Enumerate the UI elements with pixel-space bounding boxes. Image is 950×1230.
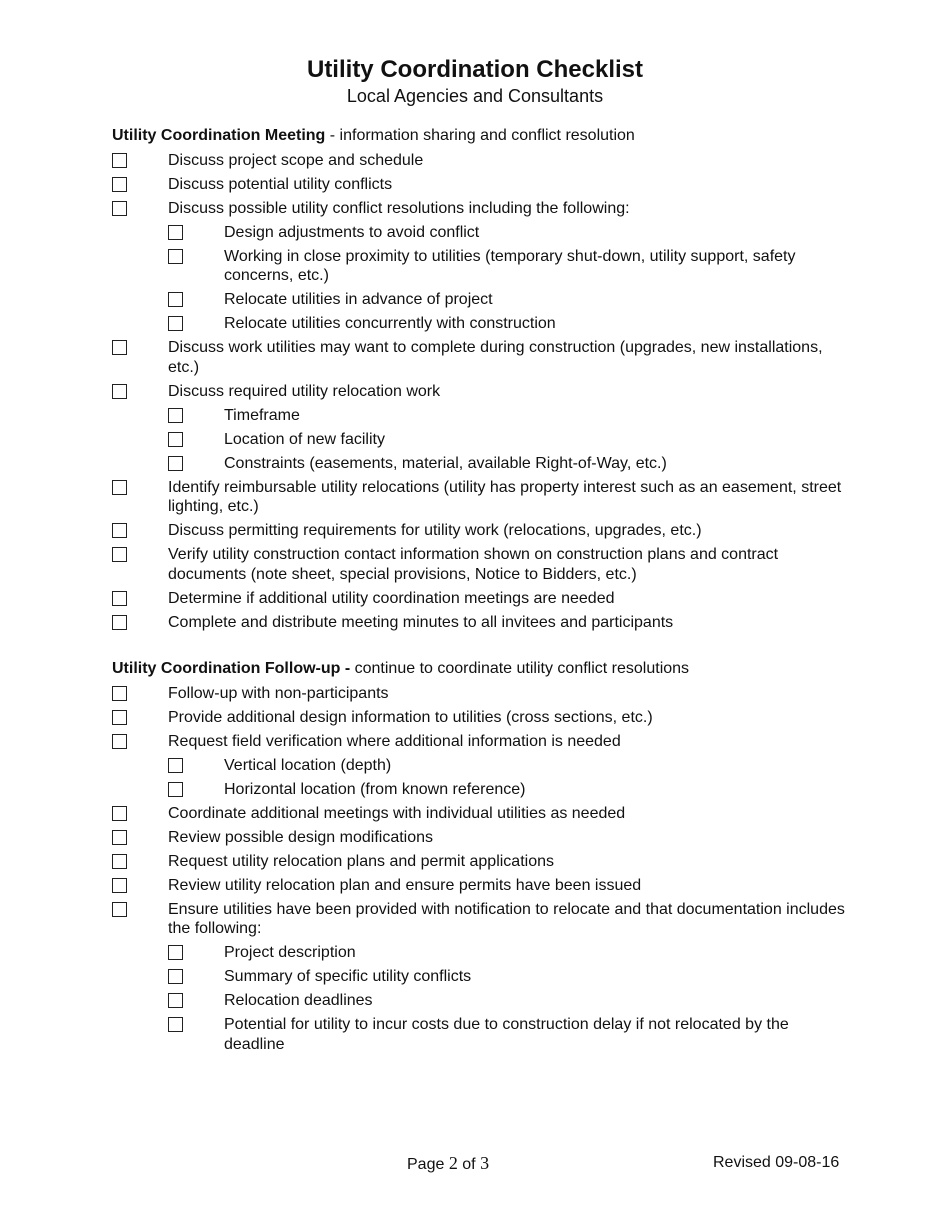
checklist-item <box>112 852 852 872</box>
checklist-item-text: Discuss possible utility conflict resolutions including the following: <box>168 199 630 217</box>
document-title: Utility Coordination Checklist <box>306 56 644 83</box>
revision-date: Revised 09-08-16 <box>713 1154 840 1171</box>
checklist-subitem <box>112 943 852 963</box>
section-heading-description: continue to coordinate utility conflict resolutions <box>350 660 690 677</box>
checkbox[interactable] <box>168 408 183 423</box>
section-heading-bold: Utility Coordination Meeting <box>112 127 326 144</box>
checklist-item-text: Provide additional design information to utilities (cross sections, etc.) <box>168 708 653 726</box>
checklist-content <box>112 126 852 1059</box>
checklist-subitem <box>112 314 852 334</box>
title-block <box>0 55 950 107</box>
checklist-item-text: Ensure utilities have been provided with notification to relocate and that documentation includes the following: <box>168 900 845 937</box>
checklist-item <box>112 175 852 195</box>
checkbox[interactable] <box>168 758 183 773</box>
checklist-item <box>112 589 852 609</box>
checklist-item-text: Potential for utility to incur costs due to construction delay if not relocated by the deadline <box>224 1016 789 1053</box>
checklist-item <box>112 684 852 704</box>
checklist-item <box>112 708 852 728</box>
checkbox[interactable] <box>168 456 183 471</box>
checklist-item-text: Constraints (easements, material, available Right-of-Way, etc.) <box>224 454 667 472</box>
checkbox[interactable] <box>112 340 127 355</box>
section-heading <box>112 126 852 146</box>
page-current: 2 <box>448 1153 458 1173</box>
checkbox[interactable] <box>112 878 127 893</box>
checklist-item-text: Discuss project scope and schedule <box>168 151 424 169</box>
checkbox[interactable] <box>112 734 127 749</box>
checkbox[interactable] <box>112 177 127 192</box>
checkbox[interactable] <box>112 547 127 562</box>
checkbox[interactable] <box>112 384 127 399</box>
checklist-item-text: Working in close proximity to utilities (temporary shut-down, utility support, safety concerns, etc.) <box>224 247 796 284</box>
checklist-item <box>112 900 852 939</box>
checklist-item <box>112 545 852 584</box>
checklist-item-text: Request utility relocation plans and permit applications <box>168 852 554 870</box>
checkbox[interactable] <box>168 945 183 960</box>
page-of: of <box>462 1156 476 1173</box>
checklist-subitem <box>112 780 852 800</box>
checklist-subitem <box>112 756 852 776</box>
checklist-item <box>112 338 852 377</box>
checkbox[interactable] <box>168 316 183 331</box>
section-heading-bold: Utility Coordination Follow-up - <box>112 660 351 677</box>
checkbox[interactable] <box>112 615 127 630</box>
checkbox[interactable] <box>112 806 127 821</box>
checklist-item <box>112 613 852 633</box>
checklist-item-text: Location of new facility <box>224 430 385 448</box>
checkbox[interactable] <box>112 902 127 917</box>
checkbox[interactable] <box>112 591 127 606</box>
checklist-subitem <box>112 430 852 450</box>
checklist-subitem <box>112 967 852 987</box>
checklist-item-text: Relocate utilities concurrently with construction <box>224 315 556 332</box>
checklist-item-text: Review utility relocation plan and ensure permits have been issued <box>168 876 642 894</box>
checkbox[interactable] <box>112 686 127 701</box>
checkbox[interactable] <box>168 993 183 1008</box>
checklist-item-text: Complete and distribute meeting minutes to all invitees and participants <box>168 613 674 631</box>
checklist-item-text: Relocate utilities in advance of project <box>224 291 493 308</box>
checklist-subitem <box>112 223 852 243</box>
page-total: 3 <box>480 1153 490 1173</box>
checkbox[interactable] <box>168 432 183 447</box>
checklist-item-text: Discuss work utilities may want to complete during construction (upgrades, new installations, etc.) <box>168 339 823 376</box>
checkbox[interactable] <box>112 854 127 869</box>
checklist-item-text: Coordinate additional meetings with individual utilities as needed <box>168 804 626 822</box>
checklist-item-text: Horizontal location (from known reference) <box>224 780 526 798</box>
checkbox[interactable] <box>168 782 183 797</box>
checklist-subitem <box>112 454 852 474</box>
checkbox[interactable] <box>168 225 183 240</box>
checklist-item <box>112 876 852 896</box>
checklist-subitem <box>112 247 852 286</box>
checklist-item <box>112 199 852 219</box>
section-heading <box>112 659 852 679</box>
checkbox[interactable] <box>112 710 127 725</box>
checkbox[interactable] <box>112 153 127 168</box>
checkbox[interactable] <box>168 969 183 984</box>
checklist-item-text: Timeframe <box>224 406 300 424</box>
checklist-subitem <box>112 406 852 426</box>
checklist-item <box>112 804 852 824</box>
document-subtitle: Local Agencies and Consultants <box>346 86 604 106</box>
checklist-item <box>112 151 852 171</box>
checklist-item <box>112 478 852 517</box>
page-number <box>407 1153 489 1175</box>
checkbox[interactable] <box>112 830 127 845</box>
checklist-subitem <box>112 991 852 1011</box>
checklist-section <box>112 126 852 632</box>
checkbox[interactable] <box>112 201 127 216</box>
checklist-item-text: Summary of specific utility conflicts <box>224 968 472 985</box>
checkbox[interactable] <box>168 1017 183 1032</box>
checkbox[interactable] <box>168 249 183 264</box>
checklist-item-text: Vertical location (depth) <box>224 756 392 774</box>
checklist-item-text: Verify utility construction contact information shown on construction plans and contract documents (note sheet, special provisions, Notice to Bidders, etc.) <box>168 546 779 583</box>
checklist-item-text: Project description <box>224 944 356 961</box>
checklist-subitem <box>112 290 852 310</box>
checklist-item-text: Relocation deadlines <box>224 992 373 1009</box>
checklist-item-text: Identify reimbursable utility relocations (utility has property interest such as an easement, street lighting, etc.) <box>168 478 842 515</box>
checklist-item <box>112 732 852 752</box>
checklist-section <box>112 659 852 1054</box>
checklist-item <box>112 382 852 402</box>
checklist-item-text: Review possible design modifications <box>168 828 434 846</box>
checklist-item-text: Discuss potential utility conflicts <box>168 175 393 193</box>
checklist-item-text: Discuss required utility relocation work <box>168 382 441 400</box>
checklist-item-text: Discuss permitting requirements for utility work (relocations, upgrades, etc.) <box>168 522 702 539</box>
checkbox[interactable] <box>112 523 127 538</box>
checklist-subitem <box>112 1015 852 1054</box>
checklist-item-text: Determine if additional utility coordination meetings are needed <box>168 589 615 607</box>
page-label: Page <box>407 1156 445 1173</box>
checklist-item-text: Design adjustments to avoid conflict <box>224 223 480 241</box>
checklist-item <box>112 521 852 541</box>
checklist-item-text: Request field verification where additional information is needed <box>168 732 621 750</box>
checklist-item <box>112 828 852 848</box>
checkbox[interactable] <box>168 292 183 307</box>
section-heading-description: - information sharing and conflict resolution <box>325 127 635 144</box>
checklist-item-text: Follow-up with non-participants <box>168 684 389 702</box>
checkbox[interactable] <box>112 480 127 495</box>
